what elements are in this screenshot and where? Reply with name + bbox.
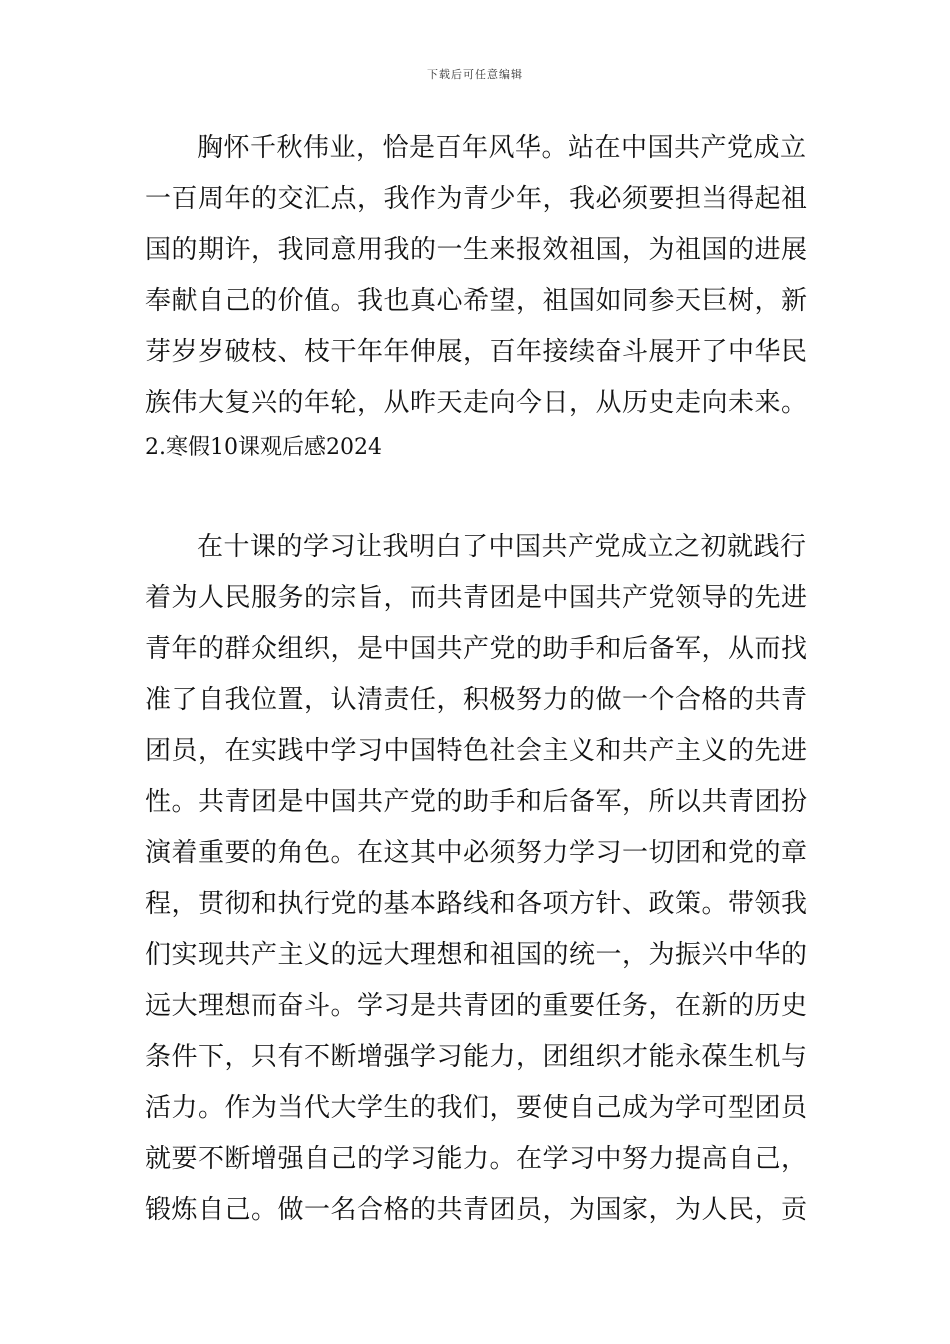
paragraph-line: 青年的群众组织，是中国共产党的助手和后备军，从而找: [145, 634, 808, 664]
paragraph-line: 演着重要的角色。在这其中必须努力学习一切团和党的章: [145, 838, 808, 868]
paragraph-line: 锻炼自己。做一名合格的共青团员，为国家，为人民，贡: [145, 1195, 808, 1225]
paragraph-line: 程，贯彻和执行党的基本路线和各项方针、政策。带领我: [145, 889, 808, 919]
paragraph-line: 族伟大复兴的年轮，从昨天走向今日，从历史走向未来。: [145, 388, 808, 418]
paragraph-line: 性。共青团是中国共产党的助手和后备军，所以共青团扮: [145, 787, 808, 817]
paragraph-line: 条件下，只有不断增强学习能力，团组织才能永葆生机与: [145, 1042, 808, 1072]
paragraph-line: 芽岁岁破枝、枝干年年伸展，百年接续奋斗展开了中华民: [145, 337, 808, 367]
page-header-note: 下载后可任意编辑: [427, 68, 523, 81]
paragraph-line: 活力。作为当代大学生的我们，要使自己成为学可型团员: [145, 1093, 808, 1123]
paragraph-line: 准了自我位置，认清责任，积极努力的做一个合格的共青: [145, 685, 808, 715]
section-heading: 2.寒假10课观后感2024: [145, 435, 382, 460]
paragraph-line: 国的期许，我同意用我的一生来报效祖国，为祖国的进展: [145, 235, 808, 265]
paragraph-line: 就要不断增强自己的学习能力。在学习中努力提高自己，: [145, 1144, 808, 1174]
paragraph-line: 远大理想而奋斗。学习是共青团的重要任务，在新的历史: [145, 991, 808, 1021]
paragraph-line: 奉献自己的价值。我也真心希望，祖国如同参天巨树，新: [145, 286, 808, 316]
paragraph-line: 在十课的学习让我明白了中国共产党成立之初就践行: [197, 532, 807, 562]
paragraph-line: 一百周年的交汇点，我作为青少年，我必须要担当得起祖: [145, 184, 808, 214]
paragraph-line: 们实现共产主义的远大理想和祖国的统一，为振兴中华的: [145, 940, 808, 970]
paragraph-line: 团员，在实践中学习中国特色社会主义和共产主义的先进: [145, 736, 808, 766]
paragraph-line: 着为人民服务的宗旨，而共青团是中国共产党领导的先进: [145, 583, 808, 613]
paragraph-line: 胸怀千秋伟业，恰是百年风华。站在中国共产党成立: [197, 133, 807, 163]
